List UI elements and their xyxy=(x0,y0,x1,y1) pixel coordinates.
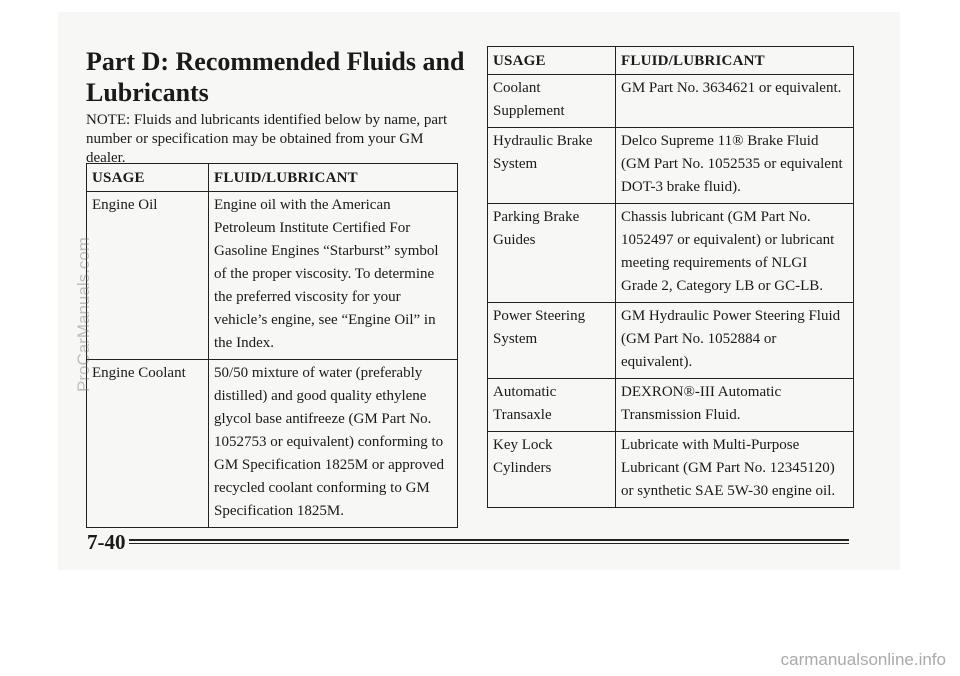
usage-cell: Engine Oil xyxy=(87,192,209,360)
usage-column-header: USAGE xyxy=(87,164,209,192)
table-row xyxy=(488,128,854,204)
table-row xyxy=(488,75,854,128)
fluid-cell: Lubricate with Multi-Purpose Lubricant (GM Part No. 12345120) or synthetic SAE 5W-30 engine oil. xyxy=(616,432,854,508)
table-row xyxy=(87,360,458,528)
usage-cell: Coolant Supplement xyxy=(488,75,616,128)
fluids-table-right xyxy=(487,46,854,508)
table-header-row xyxy=(488,47,854,75)
fluid-cell: GM Part No. 3634621 or equivalent. xyxy=(616,75,854,128)
fluid-cell: 50/50 mixture of water (preferably distilled) and good quality ethylene glycol base antifreeze (GM Part No. 1052753 or equivalent) conforming to GM Specification 1825M or approved recycled coolant conforming to GM Specification 1825M. xyxy=(209,360,458,528)
usage-cell: Parking Brake Guides xyxy=(488,204,616,303)
fluid-cell: Chassis lubricant (GM Part No. 1052497 or equivalent) or lubricant meeting requirements of NLGI Grade 2, Category LB or GC-LB. xyxy=(616,204,854,303)
usage-cell: Engine Coolant xyxy=(87,360,209,528)
table-row xyxy=(488,432,854,508)
page-number: 7-40 xyxy=(87,530,126,554)
table-row xyxy=(87,192,458,360)
fluids-table-left xyxy=(86,163,458,528)
bottom-watermark: carmanualsonline.info xyxy=(780,650,946,669)
fluid-cell: GM Hydraulic Power Steering Fluid (GM Part No. 1052884 or equivalent). xyxy=(616,303,854,379)
fluid-cell: Delco Supreme 11® Brake Fluid (GM Part No. 1052535 or equivalent DOT-3 brake fluid). xyxy=(616,128,854,204)
fluid-cell: Engine oil with the American Petroleum Institute Certified For Gasoline Engines “Starburst” symbol of the proper viscosity. To determine the preferred viscosity for your vehicle’s engine, see “Engine Oil” in the Index. xyxy=(209,192,458,360)
usage-cell: Automatic Transaxle xyxy=(488,379,616,432)
table-header-row xyxy=(87,164,458,192)
dealer-note: NOTE: Fluids and lubricants identified below by name, part number or specification may be obtained from your GM dealer. xyxy=(86,112,448,166)
table-row xyxy=(488,379,854,432)
usage-column-header: USAGE xyxy=(488,47,616,75)
side-watermark: ProCarManuals.com xyxy=(74,237,93,392)
usage-cell: Key Lock Cylinders xyxy=(488,432,616,508)
fluid-column-header: FLUID/LUBRICANT xyxy=(209,164,458,192)
footer-rule xyxy=(129,539,849,544)
table-row xyxy=(488,303,854,379)
usage-cell: Power Steering System xyxy=(488,303,616,379)
fluid-cell: DEXRON®-III Automatic Transmission Fluid. xyxy=(616,379,854,432)
usage-cell: Hydraulic Brake System xyxy=(488,128,616,204)
table-row xyxy=(488,204,854,303)
fluid-column-header: FLUID/LUBRICANT xyxy=(616,47,854,75)
page-title: Part D: Recommended Fluids and Lubricants xyxy=(86,47,465,107)
